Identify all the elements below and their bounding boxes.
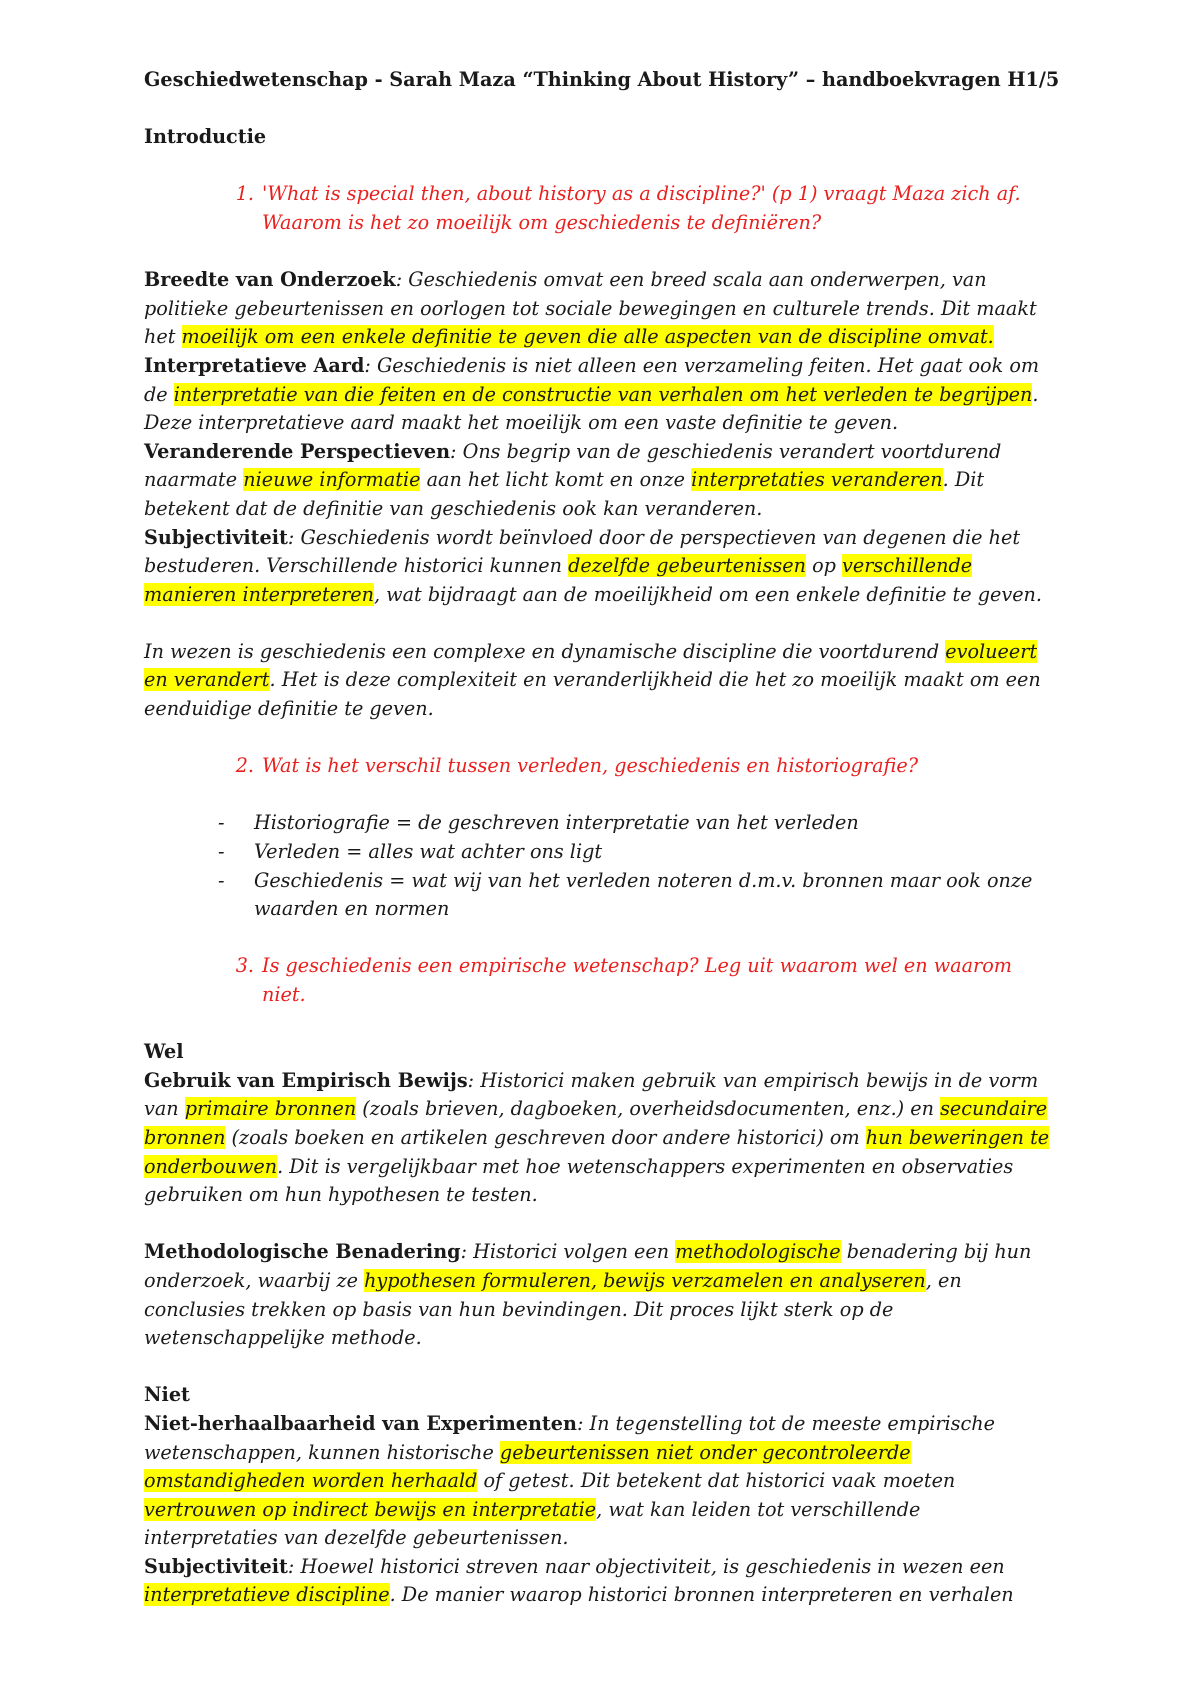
section-heading-niet: Niet bbox=[144, 1383, 190, 1407]
section-heading-wel: Wel bbox=[144, 1040, 184, 1064]
question-3 bbox=[144, 952, 1060, 1009]
text-run: . Dit is vergelijkbaar met hoe wetenschappers experimenten en observaties gebruiken om hun hypothesen te testen. bbox=[144, 1154, 1014, 1207]
text-run: benadering bij hun onderzoek, waarbij ze bbox=[144, 1240, 1032, 1292]
definition-item bbox=[144, 809, 1060, 838]
term: Veranderende Perspectieven bbox=[144, 439, 451, 463]
text-run: : Geschiedenis omvat een breed scala aan onderwerpen, van politieke gebeurtenissen en oorlogen tot sociale bewegingen en culturele trends. Dit maakt het bbox=[144, 268, 1037, 349]
text-run: : Historici volgen een bbox=[460, 1240, 676, 1264]
paragraph-interpretatief bbox=[144, 352, 1060, 438]
text-run: aan het licht komt en onze bbox=[420, 468, 692, 492]
definition-list bbox=[144, 809, 1060, 923]
highlight: hypothesen formuleren, bewijs verzamelen en analyseren bbox=[364, 1268, 926, 1292]
paragraph-breedte bbox=[144, 266, 1060, 352]
definition-text: Geschiedenis = wat wij van het verleden noteren d.m.v. bronnen maar ook onze waarden en normen bbox=[254, 868, 1033, 921]
text-run: : Hoewel historici streven naar objectiviteit, is geschiedenis in wezen een bbox=[287, 1554, 1005, 1578]
paragraph-methodologisch bbox=[144, 1238, 1060, 1352]
term: Interpretatieve Aard bbox=[144, 353, 365, 377]
highlight: secundaire bronnen bbox=[144, 1097, 1048, 1149]
highlight: interpretatie van die feiten en de constructie van verhalen om het verleden te begrijpen bbox=[173, 382, 1033, 406]
question-1 bbox=[144, 180, 1060, 237]
highlight: verschillende manieren interpreteren bbox=[144, 554, 973, 606]
question-number: 1. bbox=[235, 182, 254, 206]
spacer bbox=[144, 609, 1060, 638]
spacer bbox=[144, 781, 1060, 810]
question-text: 'What is special then, about history as a discipline?' (p 1) vraagt Maza zich af. Waarom is het zo moeilijk om geschiedenis te definiëren? bbox=[262, 182, 1021, 234]
definition-text: Historiografie = de geschreven interpretatie van het verleden bbox=[254, 811, 859, 835]
highlight: interpretaties veranderen bbox=[691, 468, 943, 492]
definition-item bbox=[144, 867, 1060, 924]
paragraph-subjectiviteit bbox=[144, 524, 1060, 610]
paragraph-empirisch-bewijs bbox=[144, 1067, 1060, 1210]
text-run: (zoals brieven, dagboeken, overheidsdocumenten, enz.) en bbox=[356, 1097, 941, 1121]
highlight: hun beweringen te onderbouwen bbox=[144, 1125, 1050, 1178]
paragraph-perspectieven bbox=[144, 438, 1060, 524]
text-run: : In tegenstelling tot de meeste empirische wetenschappen, kunnen historische bbox=[144, 1411, 995, 1464]
text-run: . Deze interpretatieve aard maakt het moeilijk om een vaste definitie te geven. bbox=[144, 382, 1039, 435]
highlight: nieuwe informatie bbox=[243, 468, 421, 492]
text-run: : Geschiedenis wordt beïnvloed door de perspectieven van degenen die het bestuderen. Verschillende historici kunnen bbox=[144, 525, 1021, 578]
text-run: , en conclusies trekken op basis van hun bevindingen. Dit proces lijkt sterk op de wetenschappelijke methode. bbox=[144, 1268, 962, 1350]
text-run: (zoals boeken en artikelen geschreven door andere historici) om bbox=[225, 1125, 866, 1149]
text-run: of getest. Dit betekent dat historici vaak moeten bbox=[477, 1469, 956, 1493]
highlight: methodologische bbox=[675, 1240, 841, 1264]
highlight: primaire bronnen bbox=[184, 1097, 357, 1121]
bullet-dash: - bbox=[218, 811, 225, 835]
question-number: 2. bbox=[235, 754, 254, 778]
definition-item bbox=[144, 838, 1060, 867]
spacer bbox=[144, 1210, 1060, 1239]
text-run: , wat bijdraagt aan de moeilijkheid om een enkele definitie te geven. bbox=[373, 582, 1043, 606]
spacer bbox=[144, 724, 1060, 753]
question-2 bbox=[144, 752, 1060, 781]
question-number: 3. bbox=[235, 954, 254, 978]
paragraph-herhaalbaarheid bbox=[144, 1410, 1060, 1553]
paragraph-subjectiviteit-niet bbox=[144, 1553, 1060, 1610]
highlight: dezelfde gebeurtenissen bbox=[568, 554, 806, 578]
spacer bbox=[144, 95, 1060, 124]
highlight: moeilijk om een enkele definitie te geven die alle aspecten van de discipline omvat. bbox=[181, 325, 994, 349]
term: Gebruik van Empirisch Bewijs bbox=[144, 1068, 468, 1092]
bullet-dash: - bbox=[218, 840, 225, 864]
highlight: evolueert en verandert bbox=[144, 639, 1038, 692]
section-heading-introductie: Introductie bbox=[144, 125, 267, 149]
paragraph-conclusie bbox=[144, 638, 1060, 724]
spacer bbox=[144, 924, 1060, 953]
text-run: In wezen is geschiedenis een complexe en dynamische discipline die voortdurend bbox=[144, 639, 946, 663]
text-run: . De manier waarop historici bronnen interpreteren en verhalen bbox=[389, 1583, 1014, 1607]
spacer bbox=[144, 152, 1060, 181]
text-run: : Ons begrip van de geschiedenis verandert voortdurend naarmate bbox=[144, 439, 1002, 492]
bullet-dash: - bbox=[218, 868, 225, 892]
text-run: op bbox=[805, 554, 843, 578]
highlight: gebeurtenissen niet onder gecontroleerde omstandigheden worden herhaald bbox=[144, 1440, 911, 1493]
text-run: . Het is deze complexiteit en veranderlijkheid die het zo moeilijk maakt om een eenduidige definitie te geven. bbox=[144, 668, 1041, 721]
document-title: Geschiedwetenschap - Sarah Maza “Thinking About History” – handboekvragen H1/5 bbox=[144, 68, 1060, 91]
spacer bbox=[144, 1353, 1060, 1382]
question-text: Is geschiedenis een empirische wetenschap? Leg uit waarom wel en waarom niet. bbox=[262, 954, 1012, 1006]
highlight: vertrouwen op indirect bewijs en interpretatie bbox=[144, 1497, 597, 1521]
term: Subjectiviteit bbox=[144, 525, 288, 549]
term: Niet-herhaalbaarheid van Experimenten bbox=[144, 1411, 577, 1435]
highlight: interpretatieve discipline bbox=[144, 1583, 390, 1607]
term: Methodologische Benadering bbox=[144, 1240, 461, 1264]
text-run: : Geschiedenis is niet alleen een verzameling feiten. Het gaat ook om de bbox=[144, 353, 1040, 406]
term: Subjectiviteit bbox=[144, 1554, 288, 1578]
term: Breedte van Onderzoek bbox=[144, 268, 396, 292]
text-run: , wat kan leiden tot verschillende interpretaties van dezelfde gebeurtenissen. bbox=[144, 1497, 921, 1550]
spacer bbox=[144, 1010, 1060, 1039]
text-run: . Dit betekent dat de definitie van geschiedenis ook kan veranderen. bbox=[144, 468, 985, 520]
spacer bbox=[144, 238, 1060, 267]
definition-text: Verleden = alles wat achter ons ligt bbox=[254, 840, 603, 864]
text-run: : Historici maken gebruik van empirisch bewijs in de vorm van bbox=[144, 1068, 1039, 1121]
question-text: Wat is het verschil tussen verleden, geschiedenis en historiografie? bbox=[262, 754, 918, 778]
